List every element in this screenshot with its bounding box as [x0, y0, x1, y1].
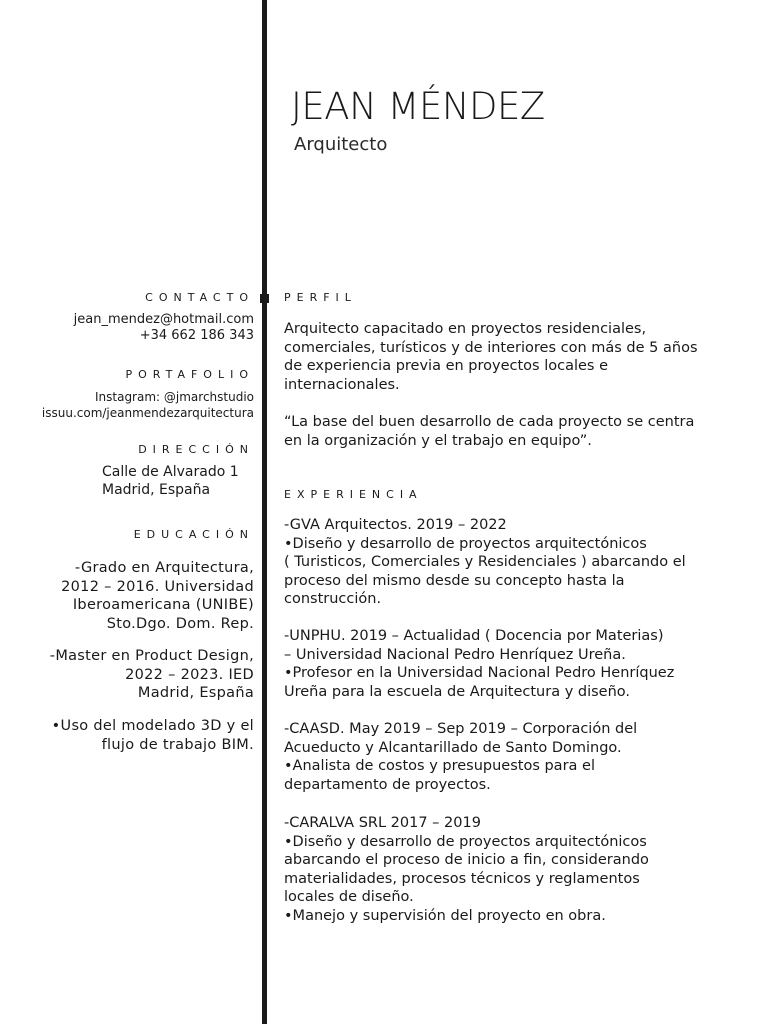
- contact-phone[interactable]: +34 662 186 343: [139, 328, 254, 343]
- address-line-2: Madrid, España: [102, 482, 211, 498]
- profile-section: [284, 292, 754, 303]
- education-item-skills: •Uso del modelado 3D y el flujo de trabajo BIM.: [51, 718, 254, 753]
- profile-summary: Arquitecto capacitado en proyectos residenciales, comerciales, turísticos y de interiores con más de 5 años de experiencia previa en proyectos locales e internacionales.: [284, 321, 698, 393]
- address-section: [138, 444, 254, 455]
- experience-item: -CARALVA SRL 2017 – 2019 •Diseño y desarrollo de proyectos arquitectónicos abarcando el proceso de inicio a fin, considerando materialidades, procesos técnicos y reglamentos locales de diseño. •Manejo y supervisión del proyecto en obra.: [284, 815, 649, 924]
- address-line-1: Calle de Alvarado 1: [102, 464, 239, 480]
- education-list: [61, 559, 254, 633]
- candidate-name: JEAN MÉNDEZ: [291, 85, 545, 128]
- education-section: [134, 529, 254, 540]
- education-item-master: -Master en Product Design, 2022 – 2023. IED Madrid, España: [49, 648, 254, 701]
- profile-quote-block: [284, 413, 754, 450]
- experience-heading: EXPERIENCIA: [284, 488, 423, 501]
- experience-entry-caasd: [284, 720, 754, 794]
- experience-section: [284, 489, 754, 500]
- address-details: [102, 463, 239, 499]
- portfolio-details: [42, 389, 254, 421]
- experience-entry-caralva: [284, 814, 754, 925]
- portfolio-issuu[interactable]: issuu.com/jeanmendezarquitectura: [41, 406, 254, 420]
- experience-entry-gva: [284, 516, 754, 609]
- portfolio-section: [125, 369, 254, 380]
- candidate-role: Arquitecto: [294, 134, 388, 155]
- experience-item: -UNPHU. 2019 – Actualidad ( Docencia por Materias) – Universidad Nacional Pedro Henríquez Ureña. •Profesor en la Universidad Nacional Pedro Henríquez Ureña para la escuela de Arquitectura y diseño.: [284, 628, 675, 700]
- profile-body: [284, 320, 754, 394]
- education-list-3: [52, 717, 254, 754]
- contact-email[interactable]: jean_mendez@hotmail.com: [73, 312, 254, 327]
- education-list-2: [50, 647, 254, 703]
- contact-details: [74, 312, 254, 344]
- experience-item: -GVA Arquitectos. 2019 – 2022 •Diseño y desarrollo de proyectos arquitectónicos ( Turisticos, Comerciales y Residenciales ) abarcando el proceso del mismo desde su concepto hasta la construcción.: [284, 517, 686, 607]
- profile-quote: “La base del buen desarrollo de cada proyecto se centra en la organización y el trabajo en equipo”.: [284, 414, 695, 449]
- divider-marker: [260, 294, 269, 303]
- contact-heading: CONTACTO: [145, 291, 254, 304]
- profile-heading: PERFIL: [284, 291, 357, 304]
- education-heading: EDUCACIÓN: [133, 528, 254, 541]
- portfolio-instagram[interactable]: Instagram: @jmarchstudio: [94, 390, 254, 404]
- column-divider: [262, 0, 267, 1024]
- experience-entry-unphu: [284, 627, 754, 701]
- education-item-degree: -Grado en Arquitectura, 2012 – 2016. Universidad Iberoamericana (UNIBE) Sto.Dgo. Dom. Rep.: [61, 560, 254, 632]
- contact-section: [145, 292, 254, 303]
- experience-item: -CAASD. May 2019 – Sep 2019 – Corporación del Acueducto y Alcantarillado de Santo Domingo. •Analista de costos y presupuestos para el departamento de proyectos.: [284, 721, 638, 793]
- address-heading: DIRECCIÓN: [138, 443, 254, 456]
- portfolio-heading: PORTAFOLIO: [125, 368, 254, 381]
